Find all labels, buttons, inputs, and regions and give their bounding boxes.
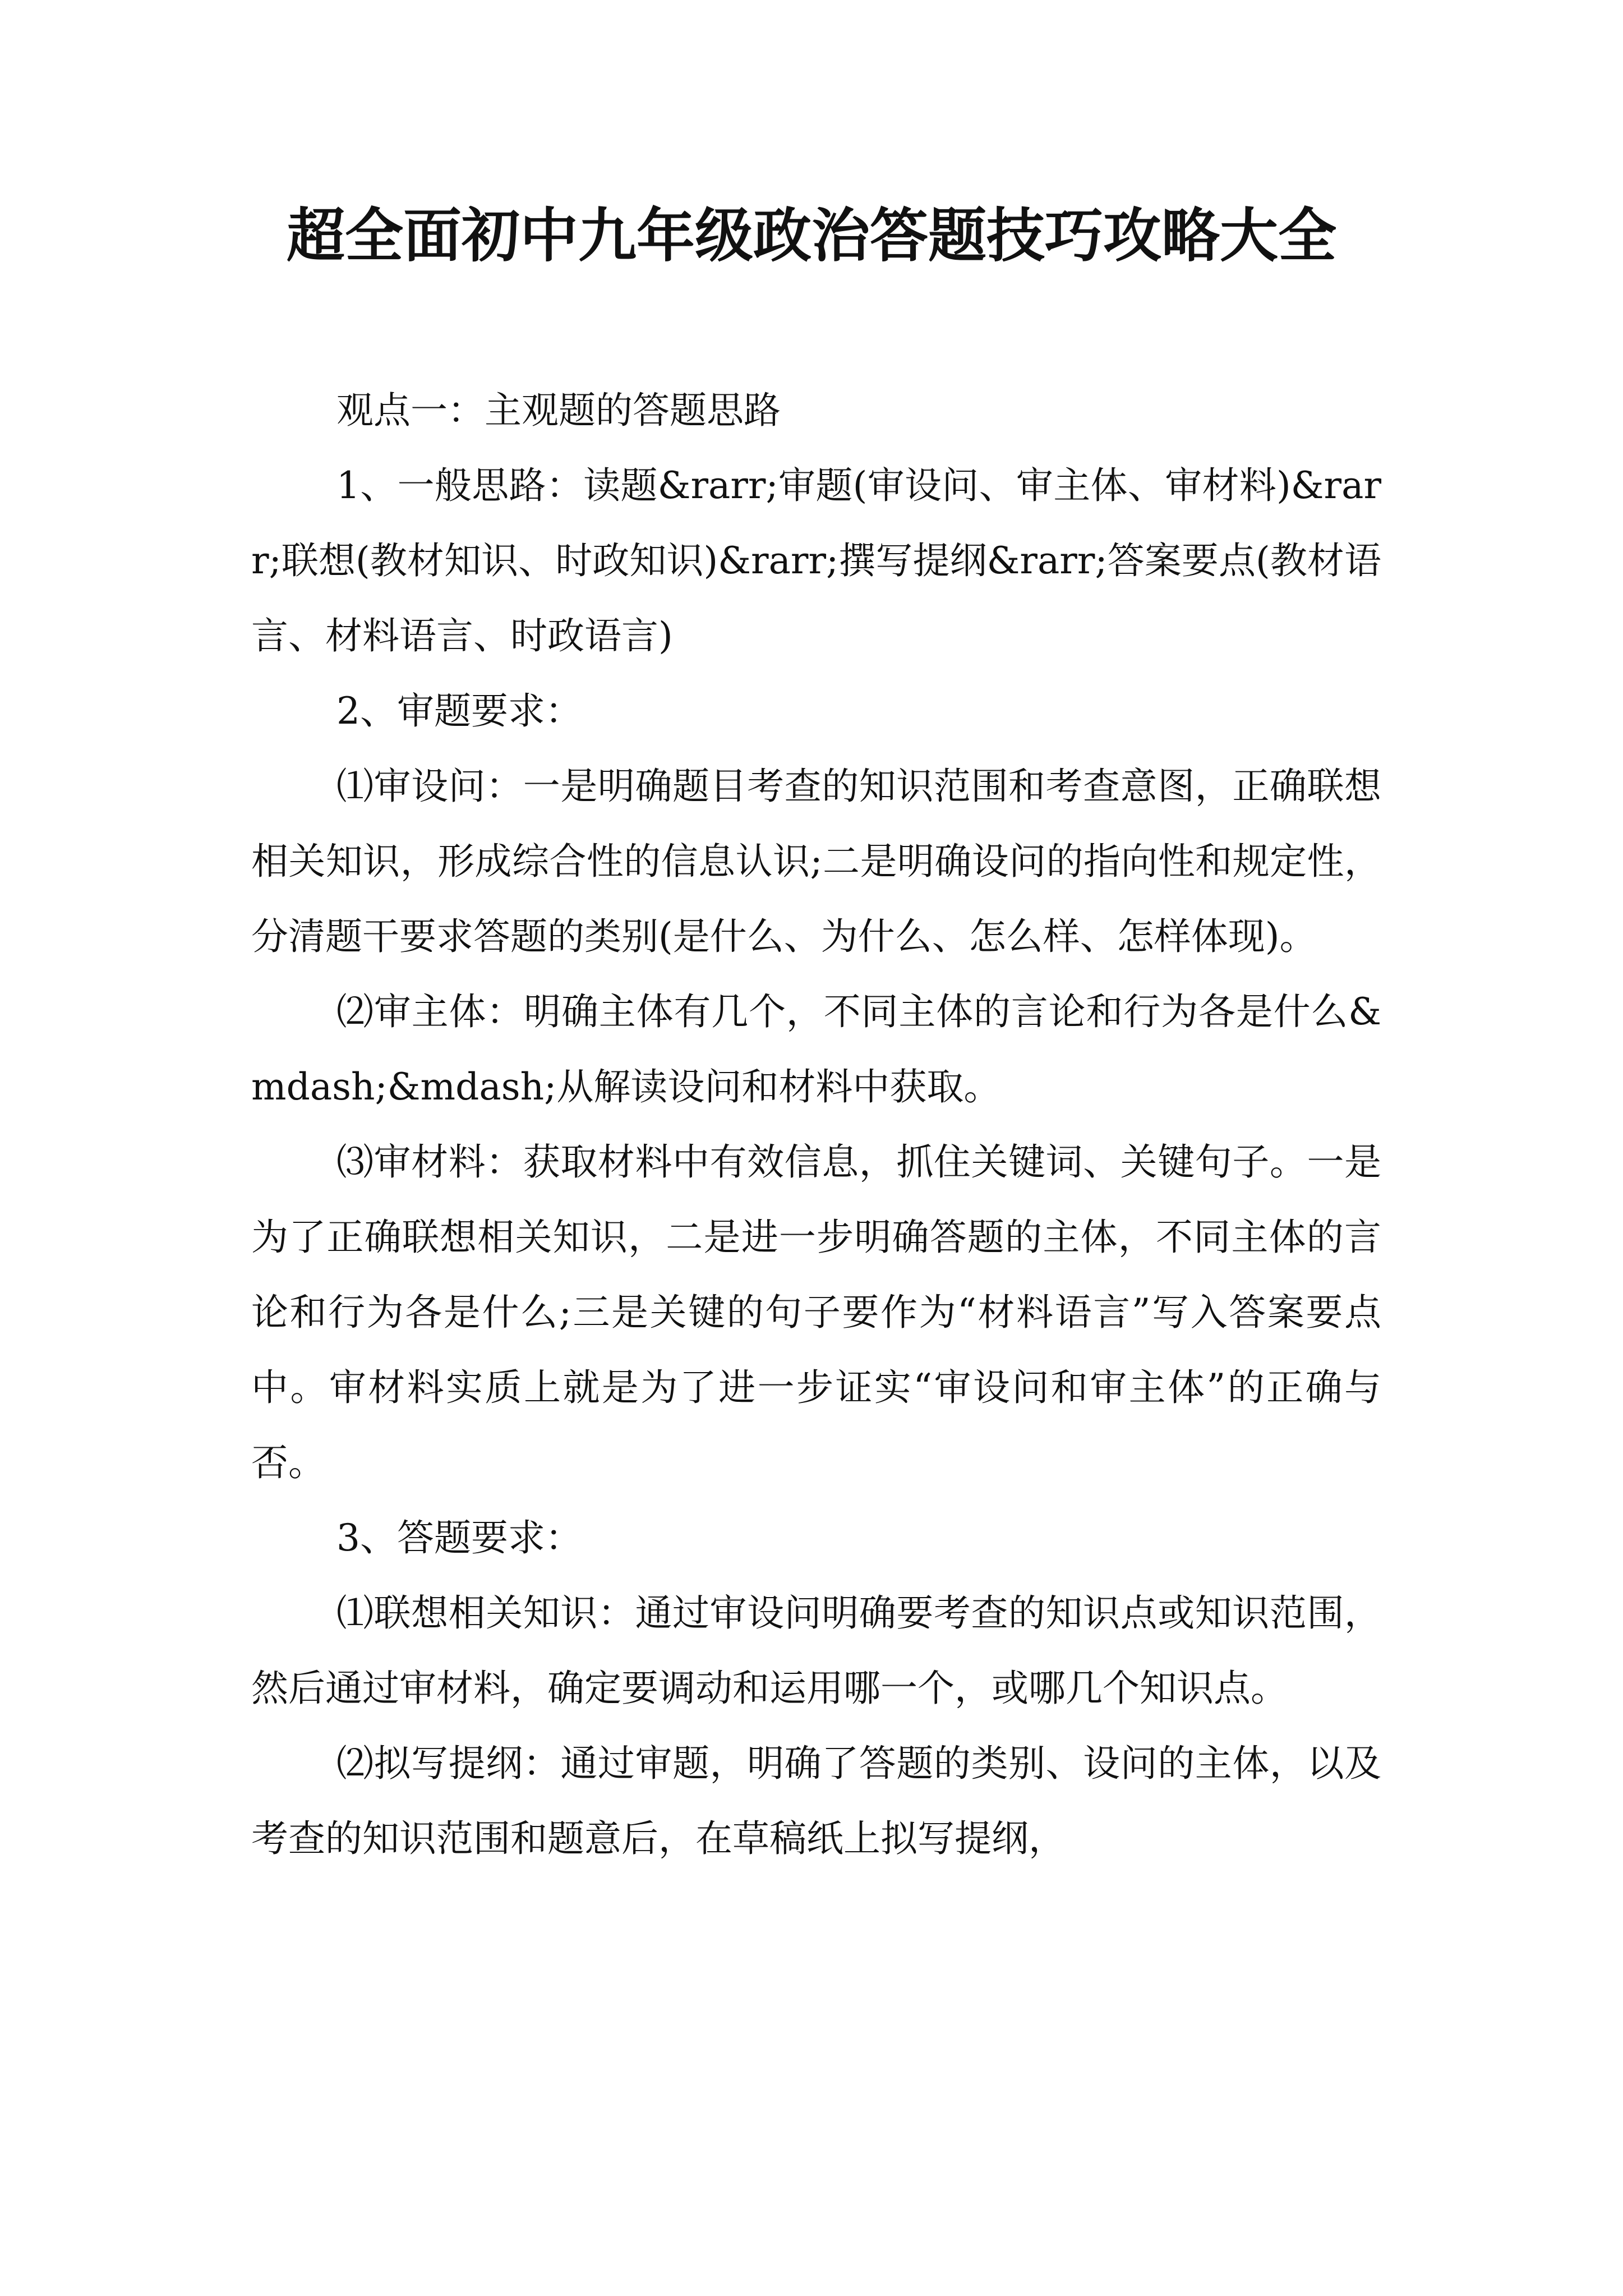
paragraph: ⑶审材料：获取材料中有效信息，抓住关键词、关键句子。一是为了正确联想相关知识，二是进一步明确答题的主体，不同主体的言论和行为各是什么;三是关键的句子要作为“材料语言”写入答案要点中。审材料实质上就是为了进一步证实“审设问和审主体”的正确与否。	[251, 1140, 1381, 1484]
document-body	[251, 373, 1381, 1876]
paragraph: 3、答题要求：	[336, 1516, 582, 1559]
paragraph: 观点一：主观题的答题思路	[336, 389, 781, 432]
paragraph: 1、一般思路：读题&rarr;审题(审设问、审主体、审材料)&rarr;联想(教材知识、时政知识)&rarr;撰写提纲&rarr;答案要点(教材语言、材料语言、时政语言)	[251, 464, 1381, 657]
document-title: 超全面初中九年级政治答题技巧攻略大全	[286, 201, 1336, 270]
paragraph: 2、审题要求：	[336, 689, 582, 733]
paragraph: ⑴审设问：一是明确题目考查的知识范围和考查意图，正确联想相关知识，形成综合性的信息认识;二是明确设问的指向性和规定性，分清题干要求答题的类别(是什么、为什么、怎么样、怎样体现)。	[251, 765, 1381, 958]
paragraph: ⑴联想相关知识：通过审设问明确要考查的知识点或知识范围，然后通过审材料，确定要调动和运用哪一个，或哪几个知识点。	[251, 1591, 1381, 1710]
paragraph: ⑵审主体：明确主体有几个，不同主体的言论和行为各是什么&mdash;&mdash;从解读设问和材料中获取。	[251, 990, 1381, 1108]
paragraph: ⑵拟写提纲：通过审题，明确了答题的类别、设问的主体，以及考查的知识范围和题意后，在草稿纸上拟写提纲，	[251, 1742, 1381, 1860]
